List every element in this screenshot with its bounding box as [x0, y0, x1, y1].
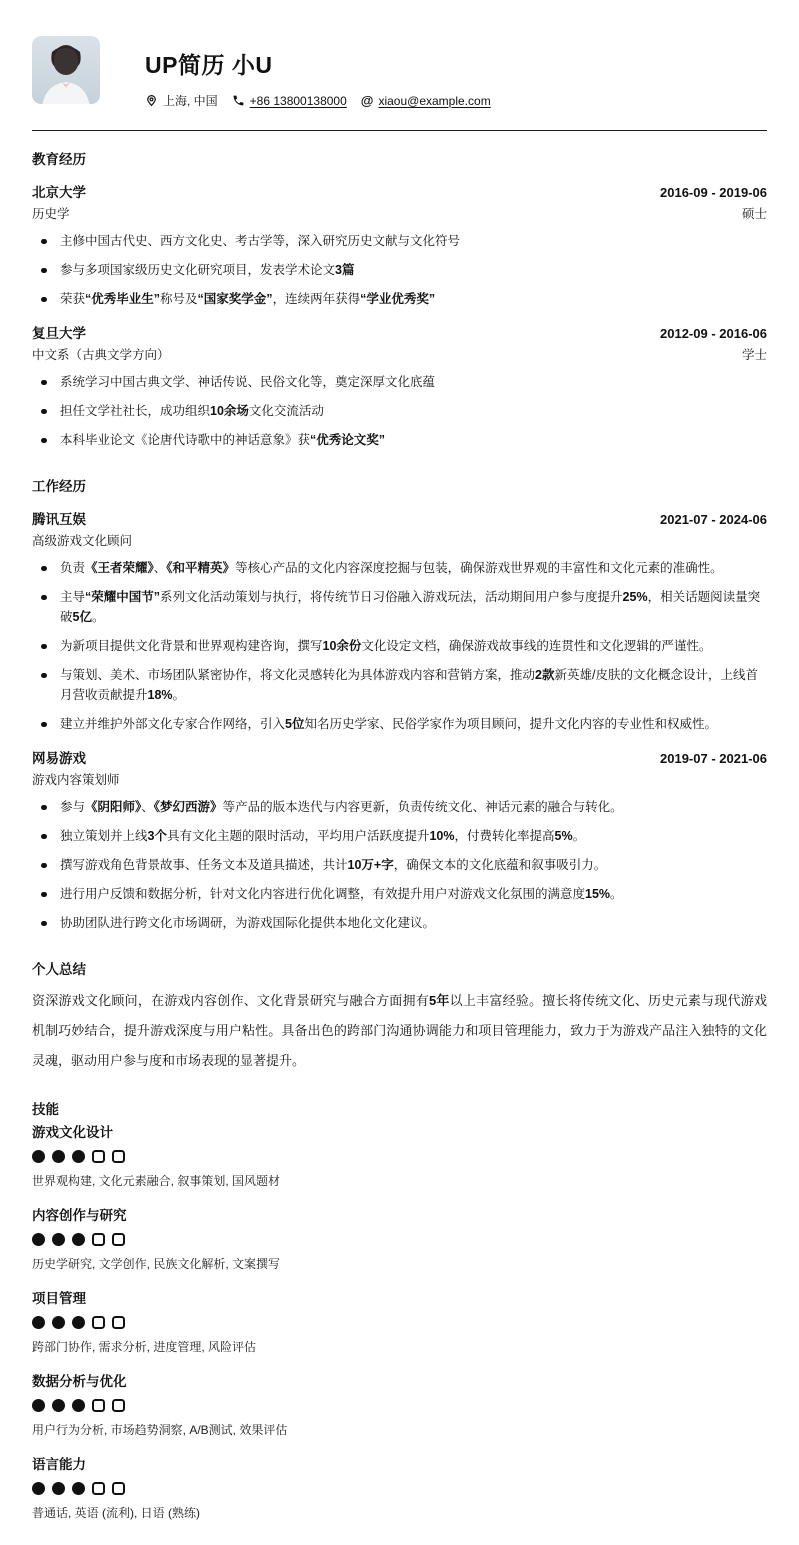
skill-name: 内容创作与研究	[32, 1207, 127, 1223]
skill-dot-filled	[52, 1233, 65, 1246]
skill-item-game-culture-design	[32, 1121, 767, 1189]
bullet-item: 主修中国古代史、西方文化史、考古学等，深入研究历史文献与文化符号	[32, 231, 767, 251]
summary-title: 个人总结	[32, 962, 86, 977]
skill-dot-filled	[32, 1233, 45, 1246]
school-name: 北京大学	[32, 185, 86, 200]
job-role: 高级游戏文化顾问	[32, 534, 133, 548]
skill-dot-filled	[32, 1399, 45, 1412]
school-major: 中文系（古典文学方向）	[32, 348, 170, 362]
skill-dot-filled	[52, 1399, 65, 1412]
skill-dot-filled	[72, 1316, 85, 1329]
education-bullets	[32, 372, 767, 450]
skill-name: 项目管理	[32, 1290, 86, 1306]
school-degree: 学士	[741, 348, 767, 362]
phone-icon	[232, 94, 245, 107]
school-degree: 硕士	[741, 207, 767, 221]
company-name: 腾讯互娱	[32, 512, 86, 527]
bullet-item: 参与《阴阳师》、《梦幻西游》等产品的版本迭代与内容更新，负责传统文化、神话元素的融合与转化。	[32, 797, 767, 817]
school-dates: 2016-09 - 2019-06	[660, 185, 767, 200]
skill-dot-empty	[112, 1150, 125, 1163]
school-name: 复旦大学	[32, 326, 86, 341]
work-bullets	[32, 797, 767, 933]
skill-dot-filled	[32, 1150, 45, 1163]
contact-row	[145, 92, 505, 109]
skill-level-dots	[32, 1316, 767, 1329]
education-bullets	[32, 231, 767, 309]
skill-dot-empty	[112, 1399, 125, 1412]
skill-dot-filled	[72, 1150, 85, 1163]
company-dates: 2021-07 - 2024-06	[660, 512, 767, 527]
header-identity	[145, 36, 505, 109]
bullet-item: 独立策划并上线3个具有文化主题的限时活动，平均用户活跃度提升10%，付费转化率提高5%。	[32, 826, 767, 846]
candidate-name: UP简历 小U	[145, 52, 273, 78]
profile-photo-silhouette	[32, 36, 100, 104]
job-role: 游戏内容策划师	[32, 773, 120, 787]
skill-dot-empty	[92, 1482, 105, 1495]
bullet-item: 撰写游戏角色背景故事、任务文本及道具描述，共计10万+字，确保文本的文化底蕴和叙事吸引力。	[32, 855, 767, 875]
skill-dot-filled	[32, 1482, 45, 1495]
education-entry-pku	[32, 181, 767, 309]
bullet-item: 建立并维护外部文化专家合作网络，引入5位知名历史学家、民俗学家作为项目顾问，提升文化内容的专业性和权威性。	[32, 714, 767, 734]
work-entry-tencent	[32, 508, 767, 734]
skill-detail: 世界观构建, 文化元素融合, 叙事策划, 国风题材	[32, 1173, 281, 1188]
skill-dot-empty	[92, 1233, 105, 1246]
skill-level-dots	[32, 1233, 767, 1246]
bullet-item: 参与多项国家级历史文化研究项目，发表学术论文3篇	[32, 260, 767, 280]
skill-name: 数据分析与优化	[32, 1373, 127, 1389]
skill-item-content-research	[32, 1204, 767, 1272]
section-skills	[32, 1098, 767, 1438]
skill-detail: 用户行为分析, 市场趋势洞察, A/B测试, 效果评估	[32, 1422, 288, 1437]
language-detail: 普通话, 英语 (流利), 日语 (熟练)	[32, 1505, 200, 1520]
skill-dot-filled	[32, 1316, 45, 1329]
phone-link[interactable]: +86 13800138000	[249, 93, 347, 108]
language-title: 语言能力	[32, 1456, 86, 1472]
work-entry-netease	[32, 747, 767, 933]
bullet-item: 荣获“优秀毕业生”称号及“国家奖学金”，连续两年获得“学业优秀奖”	[32, 289, 767, 309]
location-pin-icon	[145, 94, 158, 107]
skill-dot-empty	[112, 1233, 125, 1246]
education-entry-fudan	[32, 322, 767, 450]
profile-photo	[32, 36, 100, 104]
school-dates: 2012-09 - 2016-06	[660, 326, 767, 341]
skill-name: 游戏文化设计	[32, 1124, 113, 1140]
company-name: 网易游戏	[32, 751, 86, 766]
bullet-item: 担任文学社社长，成功组织10余场文化交流活动	[32, 401, 767, 421]
bullet-item: 为新项目提供文化背景和世界观构建咨询，撰写10余份文化设定文档，确保游戏故事线的连贯性和文化逻辑的严谨性。	[32, 636, 767, 656]
school-major: 历史学	[32, 207, 70, 221]
contact-phone	[232, 94, 347, 108]
contact-location	[145, 92, 218, 109]
skill-dot-empty	[112, 1482, 125, 1495]
skill-dot-empty	[92, 1316, 105, 1329]
header-divider	[32, 130, 767, 131]
skill-dot-filled	[52, 1482, 65, 1495]
skill-level-dots	[32, 1399, 767, 1412]
skill-dot-empty	[92, 1150, 105, 1163]
company-dates: 2019-07 - 2021-06	[660, 751, 767, 766]
work-title: 工作经历	[32, 479, 86, 494]
bullet-item: 主导“荣耀中国节”系列文化活动策划与执行，将传统节日习俗融入游戏玩法，活动期间用户参与度提升25%，相关话题阅读量突破5亿。	[32, 587, 767, 627]
skill-item-project-management	[32, 1287, 767, 1355]
skill-dot-filled	[72, 1399, 85, 1412]
bullet-item: 进行用户反馈和数据分析，针对文化内容进行优化调整，有效提升用户对游戏文化氛围的满意度15%。	[32, 884, 767, 904]
education-title: 教育经历	[32, 152, 86, 167]
resume-header	[32, 36, 767, 109]
skill-dot-filled	[52, 1316, 65, 1329]
email-link[interactable]: xiaou@example.com	[378, 93, 491, 108]
summary-text: 资深游戏文化顾问，在游戏内容创作、文化背景研究与融合方面拥有5年以上丰富经验。擅长将传统文化、历史元素与现代游戏机制巧妙结合，提升游戏深度与用户粘性。具备出色的跨部门沟通协调能力和项目管理能力，致力于为游戏产品注入独特的文化灵魂，驱动用户参与度和市场表现的显著提升。	[32, 993, 767, 1068]
language-level-dots	[32, 1482, 767, 1495]
skill-dot-empty	[112, 1316, 125, 1329]
skill-detail: 跨部门协作, 需求分析, 进度管理, 风险评估	[32, 1339, 257, 1354]
section-summary	[32, 958, 767, 1076]
skill-dot-filled	[72, 1233, 85, 1246]
location-text: 上海, 中国	[163, 94, 218, 108]
skill-level-dots	[32, 1150, 767, 1163]
contact-email	[361, 93, 491, 108]
email-at-icon: @	[360, 93, 374, 108]
bullet-item: 本科毕业论文《论唐代诗歌中的神话意象》获“优秀论文奖”	[32, 430, 767, 450]
bullet-item: 负责《王者荣耀》、《和平精英》等核心产品的文化内容深度挖掘与包装，确保游戏世界观的丰富性和文化元素的准确性。	[32, 558, 767, 578]
skill-detail: 历史学研究, 文学创作, 民族文化解析, 文案撰写	[32, 1256, 281, 1271]
bullet-item: 与策划、美术、市场团队紧密协作，将文化灵感转化为具体游戏内容和营销方案，推动2款新英雄/皮肤的文化概念设计，上线首月营收贡献提升18%。	[32, 665, 767, 705]
section-language	[32, 1453, 767, 1521]
bullet-item: 系统学习中国古典文学、神话传说、民俗文化等，奠定深厚文化底蕴	[32, 372, 767, 392]
section-education	[32, 148, 767, 450]
skill-item-data-analysis	[32, 1370, 767, 1438]
work-bullets	[32, 558, 767, 734]
skill-dot-filled	[72, 1482, 85, 1495]
skill-dot-empty	[92, 1399, 105, 1412]
section-work	[32, 475, 767, 933]
skill-dot-filled	[52, 1150, 65, 1163]
bullet-item: 协助团队进行跨文化市场调研，为游戏国际化提供本地化文化建议。	[32, 913, 767, 933]
skills-title: 技能	[32, 1101, 59, 1117]
